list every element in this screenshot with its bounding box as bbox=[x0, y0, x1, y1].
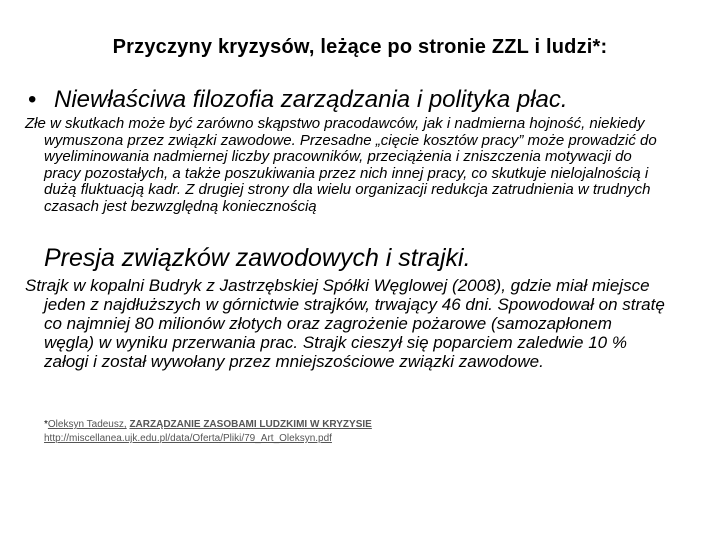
paragraph-1: Złe w skutkach może być zarówno skąpstwo pracodawców, jak i nadmierna hojność, niekiedy wymuszona przez związki zawodowe. Przesadne „cięcie kosztów pracy” może prowadzić do wyeliminowania nadmiernej liczby pracowników, przeciążenia i zniszczenia motywacji do pracy pozostałych, a także poszukiwania przez nich innej pracy, co skutkuje nielojalnością i dużą fluktuacją kadr. Z drugiej strony dla wielu organizacji redukcja zatrudnienia w trudnych czasach jest bezwzględną koniecznością bbox=[25, 115, 657, 215]
bullet-heading-1 bbox=[28, 86, 708, 114]
footnote bbox=[44, 418, 684, 446]
heading-1-text: Niewłaściwa filozofia zarządzania i polityka płac. bbox=[54, 86, 568, 113]
paragraph-2: Strajk w kopalni Budryk z Jastrzębskiej Spółki Węglowej (2008), gdzie miał miejsce jeden z najdłuższych w górnictwie strajków, trwający 46 dni. Spowodował on stratę co najmniej 80 milionów złotych oraz zagrożenie pożarowe (samozapłonem węgla) w wyniku przerwania prac. Strajk cieszył się poparciem zaledwie 10 % załogi i został wywołany przez mniejszościowe związki zawodowe. bbox=[25, 276, 665, 371]
slide-title: Przyczyny kryzysów, leżące po stronie ZZL i ludzi*: bbox=[112, 36, 608, 58]
footnote-title-link[interactable]: ZARZĄDZANIE ZASOBAMI LUDZKIMI W KRYZYSIE bbox=[129, 419, 372, 430]
footnote-marker: * bbox=[44, 419, 48, 430]
heading-2: Presja związków zawodowych i strajki. bbox=[44, 244, 471, 272]
footnote-author-link[interactable]: Oleksyn Tadeusz, bbox=[47, 419, 127, 430]
footnote-url-link[interactable]: http://miscellanea.ujk.edu.pl/data/Oferta/Pliki/79_Art_Oleksyn.pdf bbox=[44, 433, 332, 444]
bullet-icon: • bbox=[28, 86, 37, 113]
